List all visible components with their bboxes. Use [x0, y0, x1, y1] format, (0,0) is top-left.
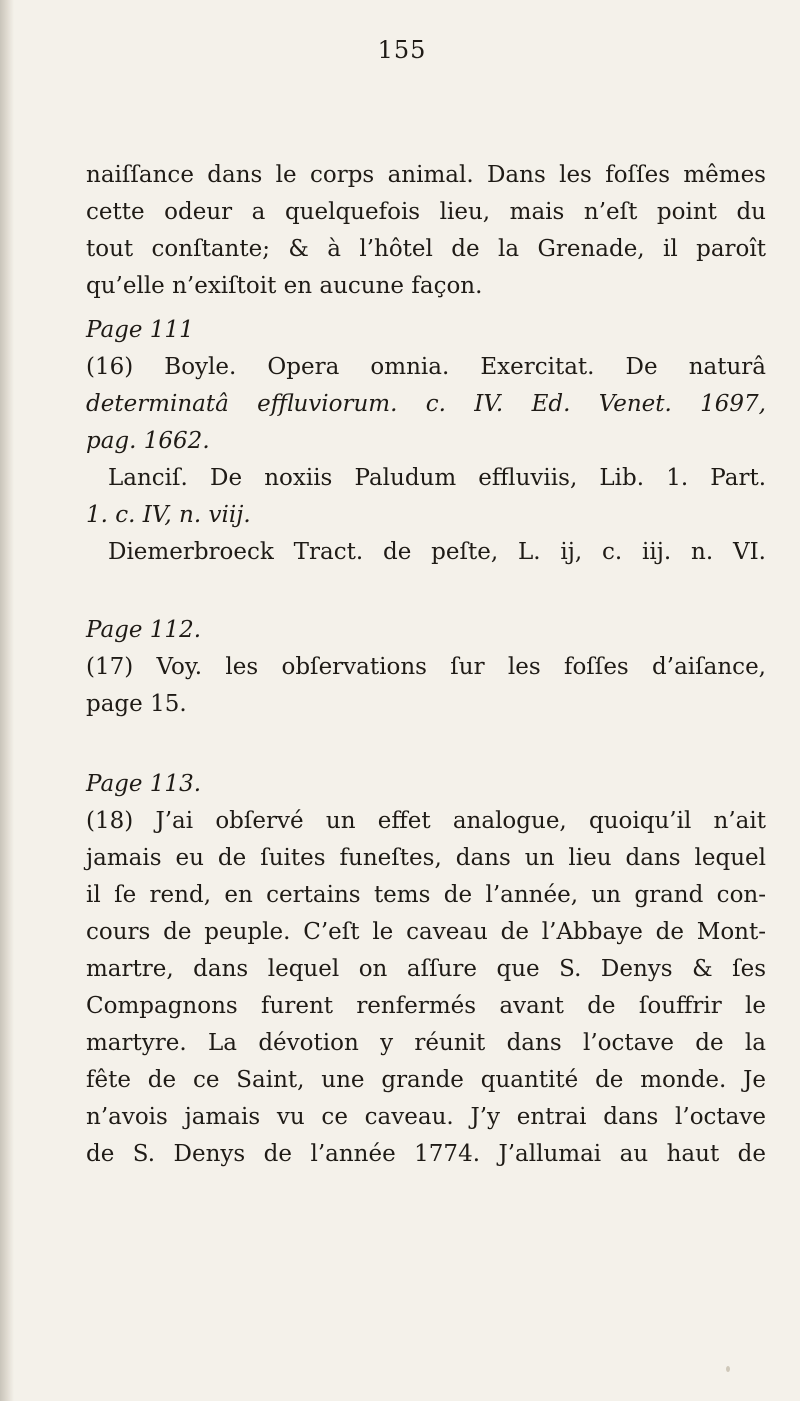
- note-heading: Page 111: [86, 317, 194, 343]
- text-line: il ſe rend, en certains tems de l’année, un grand con-: [86, 882, 766, 908]
- text-line: Lanciſ. De noxiis Paludum effluviis, Lib. 1. Part.: [108, 465, 766, 491]
- note-heading: Page 112.: [86, 617, 202, 643]
- text-line: page 15.: [86, 691, 187, 717]
- paragraph-continuation: [86, 157, 766, 305]
- text-line: tout conſtante; & à l’hôtel de la Grenade, il paroît: [86, 236, 766, 262]
- text-line: martyre. La dévotion y réunit dans l’octave de la: [86, 1030, 766, 1056]
- text-line: cours de peuple. C’eſt le caveau de l’Abbaye de Mont-: [86, 919, 766, 945]
- text-line: pag. 1662.: [86, 428, 210, 454]
- note-heading: Page 113.: [86, 771, 202, 797]
- text-line: cette odeur a quelquefois lieu, mais n’eſt point du: [86, 199, 766, 225]
- text-line: 1. c. IV, n. viij.: [86, 502, 251, 528]
- text-line: martre, dans lequel on aſſure que S. Denys & ſes: [86, 956, 766, 982]
- text-line: naiſſance dans le corps animal. Dans les foſſes mêmes: [86, 162, 766, 188]
- text-line: de S. Denys de l’année 1774. J’allumai au haut de: [86, 1141, 766, 1167]
- page-number: 155: [377, 36, 427, 64]
- text-line: Compagnons furent renfermés avant de ſouffrir le: [86, 993, 766, 1019]
- note-17: [86, 612, 766, 723]
- text-line: fête de ce Saint, une grande quantité de monde. Je: [86, 1067, 766, 1093]
- text-line: (17) Voy. les obſervations ſur les foſſes d’aiſance,: [86, 654, 766, 680]
- text-line: qu’elle n’exiſtoit en aucune façon.: [86, 273, 483, 299]
- note-18: [86, 766, 766, 1173]
- text-line: determinatâ effluviorum. c. IV. Ed. Venet. 1697,: [86, 391, 766, 417]
- text-line: (16) Boyle. Opera omnia. Exercitat. De naturâ: [86, 354, 766, 380]
- paper-speck: [726, 1366, 730, 1372]
- text-line: (18) J’ai obſervé un effet analogue, quoiqu’il n’ait: [86, 808, 766, 834]
- text-line: Diemerbroeck Tract. de peſte, L. ij, c. iij. n. VI.: [108, 539, 766, 565]
- note-16: [86, 312, 766, 571]
- text-line: jamais eu de ſuites funeſtes, dans un lieu dans lequel: [86, 845, 766, 871]
- text-line: n’avois jamais vu ce caveau. J’y entrai dans l’octave: [86, 1104, 766, 1130]
